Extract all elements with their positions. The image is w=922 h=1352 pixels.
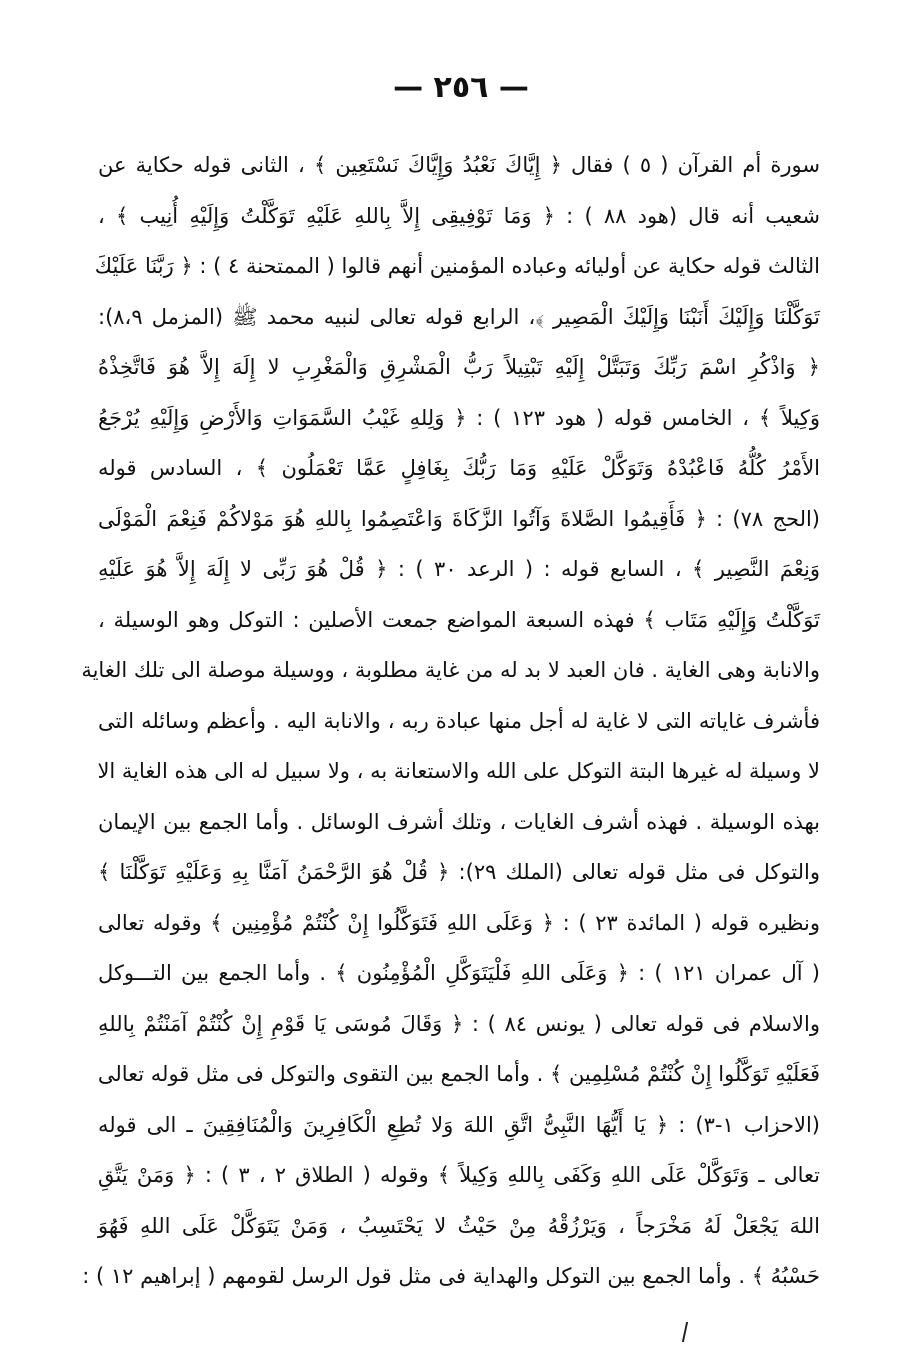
- text-line: (الاحزاب ١-٣) : ﴿ يَا أَيُّهَا النَّبِىُّ اتَّقِ اللهَ وَلا تُطِعِ الْكَافِرِينَ وَالْمُنَافِقِينَ ـ الى قوله: [98, 1112, 820, 1137]
- text-line: ﴿ وَاذْكُرِ اسْمَ رَبِّكَ وَتَبَتَّلْ إِلَيْهِ تَبْتِيلاً رَبُّ الْمَشْرِقِ وَالْمَغْرِبِ لا إِلَهَ إِلاَّ هُوَ فَاتَّخِذْهُ: [98, 355, 820, 379]
- text-line: فأشرف غاياته التى لا غاية له أجل منها عبادة ربه ، والانابة اليه . وأعظم وسائله التى: [98, 708, 820, 733]
- text-line: ونظيره قوله ( المائدة ٢٣ ) : ﴿ وَعَلَى اللهِ فَتَوَكَّلُوا إِنْ كُنْتُمْ مُؤْمِنِين ﴾ وقوله تعالى: [98, 910, 820, 935]
- text-line: تَوَكَّلْتُ وَإِلَيْهِ مَتَاب ﴾ فهذه السبعة المواضع جمعت الأصلين : التوكل وهو الوسيلة ،: [98, 607, 820, 632]
- footer-mark: [676, 1322, 688, 1342]
- text-line: تعالى ـ وَتَوَكَّلْ عَلَى اللهِ وَكَفَى بِاللهِ وَكِيلاً ﴾ وقوله ( الطلاق ٢ ، ٣ ) : ﴿ وَمَنْ يَتَّقِ: [98, 1163, 820, 1187]
- text-line: الأَمْرُ كُلُّهُ فَاعْبُدْهُ وَتَوَكَّلْ عَلَيْهِ وَمَا رَبُّكَ بِغَافِلٍ عَمَّا تَعْمَلُون ﴾ ، السادس قوله: [98, 456, 820, 480]
- text-line: فَعَلَيْهِ تَوَكَّلُوا إِنْ كُنْتُمْ مُسْلِمِين ﴾ . وأما الجمع بين التقوى والتوكل فى مثل قوله تعالى: [97, 1062, 820, 1086]
- text-line: (الحج ٧٨) : ﴿ فَأَقِيمُوا الصَّلاةَ وَآتُوا الزَّكَاةَ وَاعْتَصِمُوا بِاللهِ هُوَ مَوْلاكُمْ فَنِعْمَ الْمَوْلَى: [98, 506, 820, 531]
- text-line: وَنِعْمَ النَّصِير ﴾ ، السابع قوله : ( الرعد ٣٠ ) : ﴿ قُلْ هُوَ رَبِّى لا إِلَهَ إِلاَّ هُوَ عَلَيْهِ: [98, 557, 821, 581]
- text-line: تَوَكَّلْنَا وَإِلَيْكَ أَنَبْنَا وَإِلَيْكَ الْمَصِير ﴾، الرابع قوله تعالى لنبيه محمد ﷺ (المزمل ٨،٩):: [98, 304, 820, 329]
- page-number: — ٢٥٦ —: [393, 70, 529, 105]
- text-line: اللهَ يَجْعَلْ لَهُ مَخْرَجاً ، وَيَرْزُقْهُ مِنْ حَيْثُ لا يَحْتَسِبُ ، وَمَنْ يَتَوَكَّلْ عَلَى اللهِ فَهُوَ: [98, 1213, 820, 1238]
- text-line: شعيب أنه قال (هود ٨٨ ) : ﴿ وَمَا تَوْفِيقِى إِلاَّ بِاللهِ عَلَيْهِ تَوَكَّلْتُ وَإِلَيْهِ أُنِيب ﴾ ،: [98, 203, 820, 228]
- text-line: لا وسيلة له غيرها البتة التوكل على الله والاستعانة به ، ولا سبيل له الى هذه الغاية الا: [97, 759, 820, 783]
- text-line: والاسلام فى قوله تعالى ( يونس ٨٤ ) : ﴿ وَقَالَ مُوسَى يَا قَوْمِ إِنْ كُنْتُمْ آمَنْتُمْ بِاللهِ: [98, 1011, 820, 1036]
- text-line: ( آل عمران ١٢١ ) : ﴿ وَعَلَى اللهِ فَلْيَتَوَكَّلِ الْمُؤْمِنُون ﴾ . وأما الجمع بين التـــوكل: [98, 961, 820, 985]
- text-line: سورة أم القرآن ( ٥ ) فقال ﴿ إِيَّاكَ نَعْبُدُ وَإِيَّاكَ نَسْتَعِين ﴾ ، الثانى قوله حكاية عن: [98, 153, 820, 177]
- body-text: [81, 140, 821, 1302]
- text-line: حَسْبُهُ ﴾ . وأما الجمع بين التوكل والهداية فى مثل قول الرسل لقومهم ( إبراهيم ١٢ ) :: [82, 1264, 820, 1288]
- text-line: والتوكل فى مثل قوله تعالى (الملك ٢٩): ﴿ قُلْ هُوَ الرَّحْمَنُ آمَنَّا بِهِ وَعَلَيْهِ تَوَكَّلْنَا ﴾: [98, 860, 820, 884]
- text-line: وَكِيلاً ﴾ ، الخامس قوله ( هود ١٢٣ ) : ﴿ وَلِلهِ غَيْبُ السَّمَوَاتِ وَالأَرْضِ وَإِلَيْهِ يُرْجَعُ: [98, 405, 820, 430]
- text-line: والانابة وهى الغاية . فان العبد لا بد له من غاية مطلوبة ، ووسيلة موصلة الى تلك الغاية: [81, 658, 820, 682]
- text-line: بهذه الوسيلة . فهذه أشرف الغايات ، وتلك أشرف الوسائل . وأما الجمع بين الإيمان: [98, 809, 820, 834]
- text-line: الثالث قوله حكاية عن أوليائه وعباده المؤمنين أنهم قالوا ( الممتحنة ٤ ) : ﴿ رَبَّنَا عَلَيْكَ: [94, 254, 820, 278]
